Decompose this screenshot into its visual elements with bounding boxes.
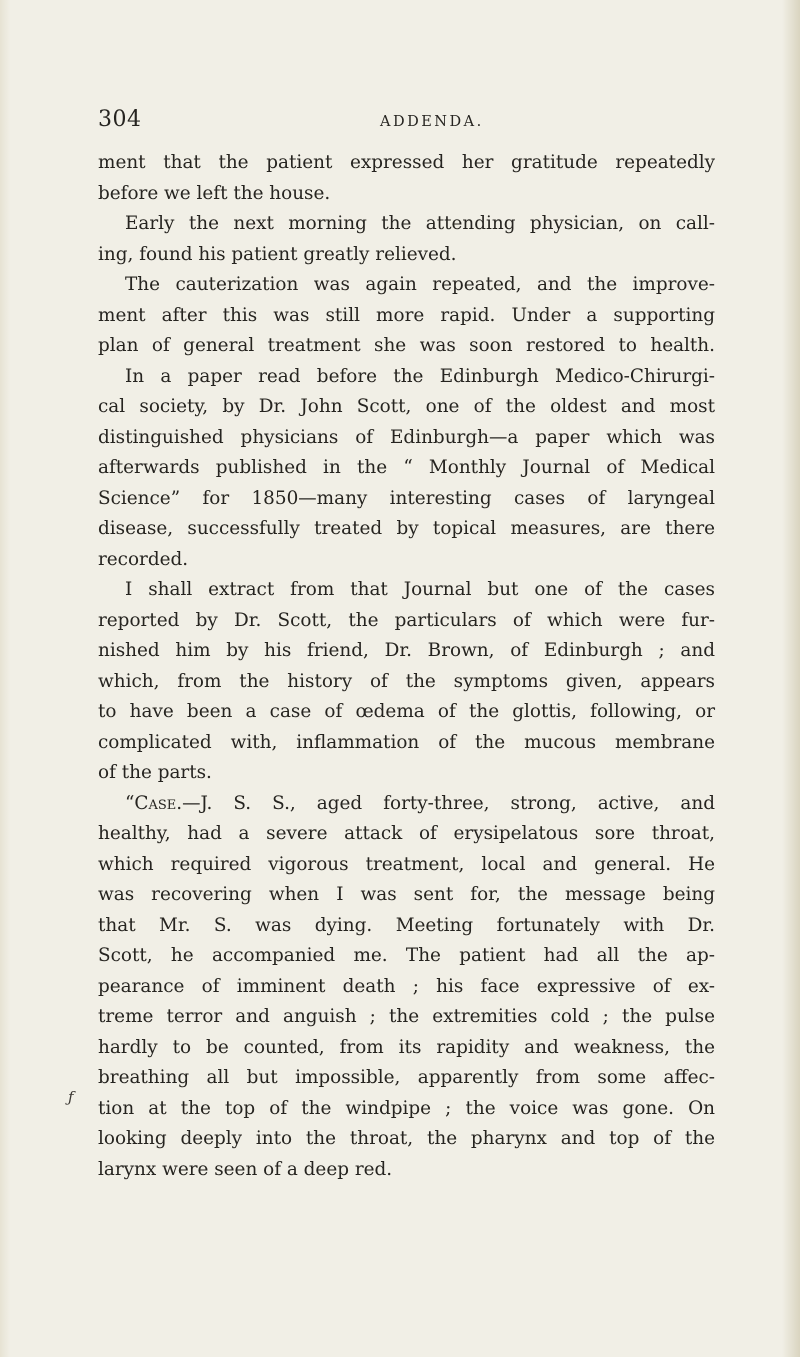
- text-line: pearance of imminent death ; his face expressive of ex-: [98, 975, 715, 997]
- text-line: healthy, had a severe attack of erysipelatous sore throat,: [98, 823, 715, 844]
- text-line: cal society, by Dr. John Scott, one of the oldest and most: [98, 396, 715, 417]
- text-line: Scott, he accompanied me. The patient had all the ap-: [98, 945, 715, 966]
- text-line: nished him by his friend, Dr. Brown, of Edinburgh ; and: [98, 640, 715, 661]
- page-edge-shadow-left: [0, 0, 10, 1357]
- text-line: breathing all but impossible, apparently from some affec-: [98, 1067, 715, 1088]
- text-line: looking deeply into the throat, the pharynx and top of the: [98, 1128, 715, 1149]
- text-line: ing, found his patient greatly relieved.: [98, 243, 457, 265]
- text-line: “Case.—J. S. S., aged forty-three, strong, active, and: [125, 792, 715, 814]
- text-line: plan of general treatment she was soon restored to health.: [98, 335, 715, 356]
- text-line: distinguished physicians of Edinburgh—a paper which was: [98, 426, 715, 448]
- text-line: The cauterization was again repeated, and the improve-: [125, 274, 715, 295]
- text-line: of the parts.: [98, 762, 212, 783]
- body-text: [98, 148, 715, 1185]
- running-head: [98, 105, 718, 135]
- text-line: which, from the history of the symptoms given, appears: [98, 670, 715, 692]
- text-line: which required vigorous treatment, local and general. He: [98, 853, 715, 875]
- text-line: recorded.: [98, 548, 189, 570]
- text-line: ment that the patient expressed her gratitude repeatedly: [98, 152, 715, 173]
- text-line: disease, successfully treated by topical measures, are there: [98, 518, 715, 539]
- text-line: afterwards published in the “ Monthly Journal of Medical: [98, 457, 715, 478]
- text-line: hardly to be counted, from its rapidity and weakness, the: [98, 1036, 715, 1058]
- margin-mark: ƒ: [68, 1088, 74, 1106]
- text-line: Science” for 1850—many interesting cases of laryngeal: [98, 487, 715, 509]
- text-line: before we left the house.: [98, 182, 331, 204]
- text-line: was recovering when I was sent for, the message being: [98, 884, 715, 905]
- text-line: I shall extract from that Journal but one of the cases: [125, 579, 715, 600]
- text-line: In a paper read before the Edinburgh Medico-Chirurgi-: [125, 365, 715, 387]
- text-line: to have been a case of œdema of the glottis, following, or: [98, 701, 715, 722]
- text-line: complicated with, inflammation of the mucous membrane: [98, 731, 715, 753]
- text-line: ment after this was still more rapid. Under a supporting: [98, 304, 715, 326]
- text-line: reported by Dr. Scott, the particulars of which were fur-: [98, 609, 715, 631]
- text-line: tion at the top of the windpipe ; the voice was gone. On: [98, 1097, 715, 1119]
- text-line: treme terror and anguish ; the extremities cold ; the pulse: [98, 1006, 715, 1027]
- page-number: 304: [98, 107, 142, 132]
- text-line: Early the next morning the attending physician, on call-: [125, 213, 715, 234]
- text-line: larynx were seen of a deep red.: [98, 1158, 393, 1180]
- running-head-title: ADDENDA.: [380, 114, 484, 130]
- page-edge-shadow-right: [782, 0, 800, 1357]
- text-line: that Mr. S. was dying. Meeting fortunately with Dr.: [98, 914, 715, 936]
